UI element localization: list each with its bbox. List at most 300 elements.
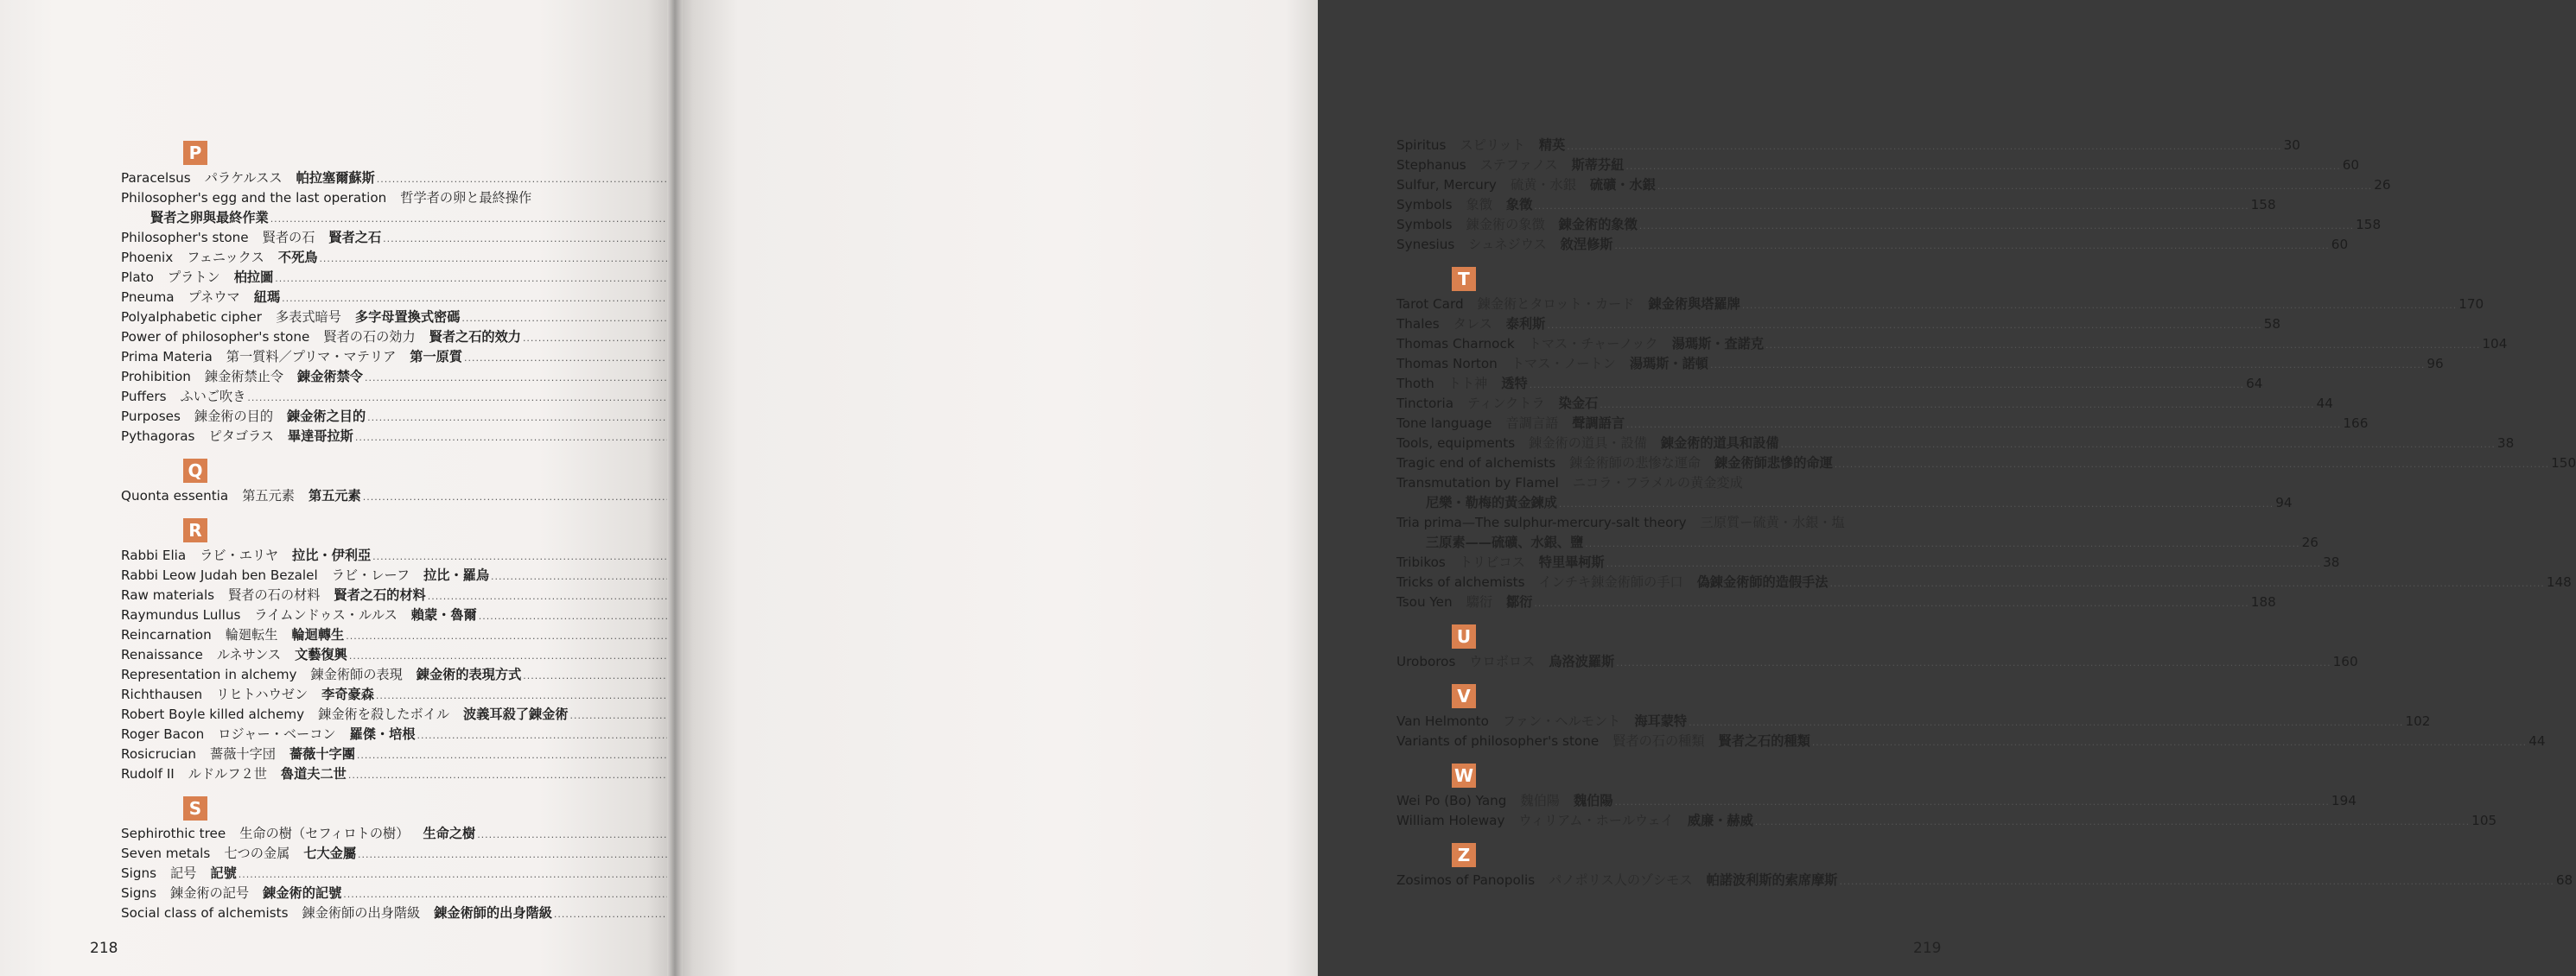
- entry-chinese-term: 尼樂・勒梅的黃金鍊成: [1426, 495, 1557, 510]
- dot-leader: [1547, 315, 2261, 335]
- index-entry-row: [1396, 215, 2382, 235]
- index-entry: [121, 586, 631, 605]
- dot-leader: [1689, 713, 2403, 732]
- index-entry-row: [121, 427, 631, 447]
- entry-chinese-term: 羅傑・培根: [349, 726, 416, 742]
- entry-page-number: 148: [2546, 574, 2572, 590]
- index-entry: [1396, 374, 2263, 394]
- index-entry: [1396, 175, 2391, 195]
- index-entry: [1396, 473, 1905, 493]
- entry-page-number: 104: [2482, 336, 2508, 352]
- entry-english-term: Plato: [121, 269, 154, 285]
- dot-leader: [1781, 434, 2496, 454]
- entry-english-term: Roger Bacon: [121, 726, 205, 742]
- entry-english-term: Representation in alchemy: [121, 667, 297, 682]
- entry-chinese-term: 錬金術師悲慘的命運: [1714, 455, 1833, 471]
- index-entry-row: [121, 586, 631, 605]
- index-entry-row: [121, 566, 631, 586]
- dot-leader: [1534, 196, 2248, 216]
- section-header: [121, 129, 631, 168]
- index-entry: [121, 168, 631, 188]
- index-entry: [1396, 295, 2484, 314]
- entry-page-number: 26: [2374, 177, 2391, 193]
- index-entry-row: [1396, 175, 2391, 195]
- index-entry-row: [1396, 533, 2318, 553]
- entry-japanese-term: 輪廻転生: [225, 627, 278, 643]
- index-entry: [121, 764, 631, 784]
- index-entry: [121, 884, 631, 903]
- entry-chinese-term: 不死鳥: [277, 250, 318, 265]
- section-header: [1396, 255, 1905, 295]
- index-entry-row: [1396, 652, 2358, 672]
- dot-leader: [1559, 494, 2274, 514]
- entry-chinese-term: 錬金術的象徵: [1558, 217, 1638, 232]
- entry-english-term: Rabbi Leow Judah ben Bezalel: [121, 567, 318, 583]
- entry-english-term: Puffers: [121, 389, 167, 404]
- entry-english-term: Tria prima—The sulphur-mercury-salt theory: [1396, 515, 1687, 530]
- entry-english-term: Transmutation by Flamel: [1396, 475, 1559, 491]
- entry-english-term: Wei Po (Bo) Yang: [1396, 793, 1507, 808]
- entry-english-term: Tarot Card: [1396, 296, 1464, 312]
- entry-japanese-term: ピタゴラス: [208, 428, 274, 444]
- left-index-list: [121, 129, 631, 923]
- entry-page-number: 44: [2528, 733, 2546, 749]
- entry-english-term: Tinctoria: [1396, 396, 1454, 411]
- entry-english-term: Tragic end of alchemists: [1396, 455, 1556, 471]
- index-entry-row: [121, 645, 631, 665]
- entry-english-term: Sulfur, Mercury: [1396, 177, 1497, 193]
- entry-chinese-term: 聲調語言: [1572, 415, 1625, 431]
- entry-chinese-term: 偽錬金術師的造假手法: [1696, 574, 1829, 590]
- index-entry: [1396, 334, 2508, 354]
- entry-page-number: 30: [2283, 137, 2300, 153]
- entry-chinese-term: 記號: [210, 865, 237, 881]
- index-entry: [121, 745, 631, 764]
- index-entry: [1396, 513, 1905, 533]
- dot-leader: [1626, 415, 2341, 434]
- index-entry-row: [121, 745, 631, 764]
- index-entry-row: [121, 844, 631, 864]
- entry-chinese-term: 海耳蒙特: [1634, 713, 1688, 729]
- index-entry-continuation: [1396, 533, 2318, 553]
- entry-chinese-term: 紐瑪: [253, 289, 281, 305]
- entry-english-term: Thomas Charnock: [1396, 336, 1515, 352]
- entry-chinese-term: 透特: [1501, 376, 1528, 391]
- index-entry: [1396, 811, 2497, 831]
- entry-english-term: Symbols: [1396, 197, 1453, 212]
- entry-chinese-term: 染金石: [1558, 396, 1599, 411]
- entry-japanese-term: 七つの金属: [224, 846, 290, 861]
- entry-japanese-term: 硫黄・水銀: [1510, 177, 1576, 193]
- entry-japanese-term: 三原質ー硫黄・水銀・塩: [1700, 515, 1845, 530]
- entry-japanese-term: 錬金術師の悲惨な運命: [1569, 455, 1701, 471]
- index-entry: [121, 705, 631, 725]
- entry-japanese-term: 錬金術の記号: [170, 885, 250, 901]
- entry-english-term: Prima Materia: [121, 349, 213, 364]
- index-entry: [1396, 235, 2349, 255]
- entry-japanese-term: 音調言語: [1505, 415, 1559, 431]
- index-entry: [121, 903, 631, 923]
- entry-japanese-term: シュネジウス: [1468, 237, 1547, 252]
- entry-english-term: Phoenix: [121, 250, 174, 265]
- index-entry-row: [121, 407, 631, 427]
- index-entry: [1396, 434, 2515, 453]
- entry-japanese-term: 象徴: [1466, 197, 1492, 212]
- index-entry: [1396, 593, 2276, 612]
- index-entry-row: [121, 884, 631, 903]
- section-letter-badge: R: [183, 518, 207, 542]
- entry-japanese-term: スピリット: [1460, 137, 1525, 153]
- entry-english-term: William Holeway: [1396, 813, 1505, 828]
- entry-english-term: Social class of alchemists: [121, 905, 289, 921]
- entry-japanese-term: インチキ錬金術師の手口: [1538, 574, 1683, 590]
- entry-english-term: Power of philosopher's stone: [121, 329, 310, 345]
- entry-page-number: 38: [2496, 435, 2515, 451]
- page-number-right: 219: [1913, 940, 1942, 957]
- dot-leader: [1616, 653, 2331, 673]
- entry-english-term: Purposes: [121, 409, 181, 424]
- entry-english-term: Robert Boyle killed alchemy: [121, 707, 305, 722]
- entry-english-term: Spiritus: [1396, 137, 1447, 153]
- entry-japanese-term: 記号: [170, 865, 197, 881]
- index-entry-row: [1396, 295, 2484, 314]
- entry-page-number: 170: [2458, 296, 2484, 312]
- dot-leader: [1657, 176, 2372, 196]
- entry-page-number: 96: [2427, 356, 2444, 371]
- entry-chinese-term: 敘涅修斯: [1560, 237, 1613, 252]
- index-entry: [1396, 453, 2576, 473]
- entry-japanese-term: 賢者の石の材料: [228, 587, 321, 603]
- dot-leader: [1585, 534, 2299, 554]
- entry-chinese-term: 波義耳殺了錬金術: [463, 707, 569, 722]
- entry-chinese-term: 拉比・伊利亞: [292, 548, 372, 563]
- index-entry: [1396, 732, 2546, 751]
- entry-english-term: Synesius: [1396, 237, 1455, 252]
- entry-chinese-term: 特里畢柯斯: [1538, 555, 1605, 570]
- index-entry-row: [1396, 155, 2360, 175]
- page-number-left: 218: [90, 940, 118, 957]
- section-header: [1396, 751, 1905, 791]
- index-entry-row: [121, 208, 631, 228]
- dot-leader: [1639, 216, 2354, 236]
- dot-leader: [1829, 574, 2544, 593]
- index-entry: [1396, 314, 2281, 334]
- index-entry: [121, 546, 631, 566]
- entry-japanese-term: パラケルスス: [204, 170, 283, 186]
- index-entry-row: [1396, 791, 2357, 811]
- entry-english-term: Van Helmonto: [1396, 713, 1489, 729]
- entry-english-term: Pneuma: [121, 289, 175, 305]
- dot-leader: [1534, 593, 2248, 613]
- section-header: [121, 784, 631, 824]
- entry-japanese-term: 錬金術を殺したボイル: [318, 707, 450, 722]
- index-entry-row: [1396, 235, 2349, 255]
- index-entry-row: [121, 685, 631, 705]
- entry-japanese-term: ライムンドゥス・ルルス: [254, 607, 398, 623]
- index-entry-row: [1396, 434, 2515, 453]
- entry-english-term: Philosopher's stone: [121, 230, 249, 245]
- entry-chinese-term: 三原素——硫礦、水銀、鹽: [1426, 535, 1584, 550]
- index-entry: [1396, 573, 2572, 593]
- index-entry: [121, 566, 631, 586]
- entry-english-term: Tribikos: [1396, 555, 1446, 570]
- entry-chinese-term: 湯瑪斯・諾頓: [1629, 356, 1708, 371]
- entry-chinese-term: 精英: [1538, 137, 1566, 153]
- entry-japanese-term: 賢者の石の効力: [323, 329, 416, 345]
- entry-japanese-term: 魏伯陽: [1520, 793, 1560, 808]
- index-entry-row: [121, 228, 631, 248]
- entry-chinese-term: 文藝復興: [295, 647, 347, 662]
- entry-japanese-term: タレス: [1453, 316, 1492, 332]
- entry-english-term: Uroboros: [1396, 654, 1456, 669]
- entry-english-term: Renaissance: [121, 647, 203, 662]
- entry-chinese-term: 第一原質: [410, 349, 463, 364]
- entry-english-term: Raymundus Lullus: [121, 607, 241, 623]
- entry-english-term: Tricks of alchemists: [1396, 574, 1525, 590]
- entry-chinese-term: 拉比・羅烏: [423, 567, 490, 583]
- entry-japanese-term: ふいご吹き: [180, 389, 246, 404]
- entry-chinese-term: 畢達哥拉斯: [287, 428, 353, 444]
- index-entry-row: [121, 665, 631, 685]
- entry-japanese-term: フェニックス: [187, 250, 264, 265]
- entry-japanese-term: 錬金術とタロット・カード: [1477, 296, 1635, 312]
- section-letter-badge: S: [183, 796, 207, 821]
- entry-english-term: Thomas Norton: [1396, 356, 1498, 371]
- entry-japanese-term: 錬金術禁止令: [204, 369, 284, 384]
- entry-english-term: Prohibition: [121, 369, 191, 384]
- index-entry-row: [1396, 394, 2333, 414]
- entry-english-term: Seven metals: [121, 846, 211, 861]
- index-entry-row: [1396, 811, 2497, 831]
- index-entry-row: [121, 367, 631, 387]
- index-entry-row: [1396, 712, 2431, 732]
- entry-english-term: Thoth: [1396, 376, 1434, 391]
- entry-english-term: Pythagoras: [121, 428, 195, 444]
- index-entry: [121, 327, 631, 347]
- entry-japanese-term: 錬金術の道具・設備: [1529, 435, 1647, 451]
- entry-english-term: Rabbi Elia: [121, 548, 187, 563]
- entry-english-term: Raw materials: [121, 587, 215, 603]
- index-entry-row: [1396, 314, 2281, 334]
- entry-japanese-term: 賢者の石: [262, 230, 315, 245]
- dot-leader: [1742, 295, 2457, 315]
- section-header: [1396, 612, 1905, 652]
- entry-english-term: Polyalphabetic cipher: [121, 309, 262, 325]
- dot-leader: [1530, 375, 2244, 395]
- entry-japanese-term: ステファノス: [1479, 157, 1558, 173]
- entry-chinese-term: 錬金術的表現方式: [416, 667, 522, 682]
- entry-english-term: Tone language: [1396, 415, 1492, 431]
- entry-chinese-term: 多字母置換式密碼: [354, 309, 461, 325]
- index-entry: [1396, 195, 2276, 215]
- entry-japanese-term: リヒトハウゼン: [216, 687, 308, 702]
- index-entry-row: [1396, 334, 2508, 354]
- entry-japanese-term: トマス・ノートン: [1511, 356, 1616, 371]
- entry-japanese-term: ラビ・エリヤ: [200, 548, 279, 563]
- entry-japanese-term: ルネサンス: [216, 647, 282, 662]
- entry-english-term: Paracelsus: [121, 170, 191, 186]
- entry-chinese-term: 薔薇十字團: [289, 746, 355, 762]
- section-header: [121, 506, 631, 546]
- entry-chinese-term: 賢者之石的材料: [334, 587, 426, 603]
- index-entry-row: [1396, 871, 2573, 890]
- index-entry-row: [121, 546, 631, 566]
- index-entry: [121, 725, 631, 745]
- entry-page-number: 188: [2250, 594, 2276, 610]
- entry-chinese-term: 錬金術與塔羅牌: [1648, 296, 1740, 312]
- entry-page-number: 26: [2301, 535, 2318, 550]
- index-entry-row: [121, 188, 631, 208]
- index-entry: [121, 367, 631, 387]
- entry-japanese-term: プネウマ: [188, 289, 240, 305]
- index-entry-row: [121, 725, 631, 745]
- section-header: [1396, 672, 1905, 712]
- index-entry: [121, 625, 631, 645]
- index-entry: [1396, 354, 2444, 374]
- entry-page-number: 38: [2323, 555, 2340, 570]
- entry-japanese-term: ロジャー・ベーコン: [218, 726, 336, 742]
- section-letter-badge: T: [1452, 267, 1476, 291]
- index-entry-row: [121, 824, 631, 844]
- entry-english-term: Richthausen: [121, 687, 203, 702]
- index-entry: [1396, 553, 2340, 573]
- entry-page-number: 94: [2275, 495, 2293, 510]
- entry-page-number: 102: [2405, 713, 2431, 729]
- index-entry: [121, 248, 631, 268]
- index-entry: [1396, 136, 2300, 155]
- entry-japanese-term: 多表式暗号: [275, 309, 341, 325]
- index-entry: [121, 288, 631, 307]
- index-entry: [121, 605, 631, 625]
- entry-chinese-term: 斯蒂芬紐: [1571, 157, 1625, 173]
- index-entry: [121, 188, 631, 208]
- entry-chinese-term: 錬金術禁令: [297, 369, 363, 384]
- section-letter-badge: P: [183, 141, 207, 165]
- entry-english-term: Symbols: [1396, 217, 1453, 232]
- entry-page-number: 60: [2331, 237, 2349, 252]
- index-entry: [121, 307, 631, 327]
- entry-chinese-term: 魯道夫二世: [280, 766, 347, 782]
- entry-chinese-term: 七大金屬: [303, 846, 356, 861]
- right-index-list: [1396, 136, 2576, 890]
- index-entry-row: [121, 168, 631, 188]
- index-entry-row: [121, 486, 631, 506]
- index-entry: [121, 685, 631, 705]
- entry-japanese-term: 錬金術の目的: [194, 409, 273, 424]
- entry-chinese-term: 柏拉圖: [233, 269, 274, 285]
- entry-japanese-term: 第五元素: [242, 488, 295, 504]
- index-entry-row: [121, 248, 631, 268]
- entry-page-number: 105: [2471, 813, 2497, 828]
- dot-leader: [1812, 732, 2527, 752]
- index-entry: [121, 864, 631, 884]
- index-entry-row: [121, 288, 631, 307]
- right-page: [674, 0, 2576, 976]
- index-entry: [121, 665, 631, 685]
- dot-leader: [1835, 454, 2549, 474]
- index-entry-row: [121, 764, 631, 784]
- index-entry-row: [1396, 513, 1905, 533]
- entry-chinese-term: 硫礦・水銀: [1589, 177, 1656, 193]
- entry-japanese-term: トト神: [1447, 376, 1488, 391]
- dot-leader: [1765, 335, 2480, 355]
- entry-japanese-term: 哲学者の卵と最終操作: [400, 190, 532, 206]
- entry-chinese-term: 錬金術之目的: [287, 409, 366, 424]
- entry-english-term: Signs: [121, 885, 157, 901]
- index-entry-row: [121, 903, 631, 923]
- entry-japanese-term: トマス・チャーノック: [1528, 336, 1658, 352]
- index-entry: [121, 268, 631, 288]
- dot-leader: [1710, 355, 2425, 375]
- entry-chinese-term: 李奇豪森: [321, 687, 374, 702]
- index-entry-row: [1396, 732, 2546, 751]
- entry-japanese-term: ラビ・レーフ: [331, 567, 410, 583]
- index-entry: [121, 486, 631, 506]
- entry-chinese-term: 魏伯陽: [1573, 793, 1613, 808]
- section-letter-badge: Z: [1452, 843, 1476, 867]
- index-entry-row: [1396, 593, 2276, 612]
- index-entry-row: [121, 625, 631, 645]
- entry-english-term: Rosicrucian: [121, 746, 197, 762]
- entry-english-term: Sephirothic tree: [121, 826, 226, 841]
- entry-japanese-term: トリビコス: [1459, 555, 1525, 570]
- entry-japanese-term: 錬金術の象徴: [1466, 217, 1545, 232]
- entry-japanese-term: ニコラ・フラメルの黄金変成: [1572, 475, 1743, 491]
- index-entry: [1396, 652, 2358, 672]
- index-entry-row: [1396, 553, 2340, 573]
- entry-japanese-term: 賢者の石の種類: [1612, 733, 1705, 749]
- index-entry-row: [121, 705, 631, 725]
- entry-page-number: 68: [2555, 872, 2573, 888]
- index-entry: [1396, 394, 2333, 414]
- index-entry: [1396, 791, 2357, 811]
- entry-chinese-term: 生命之樹: [423, 826, 476, 841]
- index-entry: [1396, 871, 2573, 890]
- entry-page-number: 150: [2551, 455, 2576, 471]
- entry-english-term: Signs: [121, 865, 157, 881]
- entry-chinese-term: 帕拉塞爾蘇斯: [296, 170, 375, 186]
- dot-leader: [1600, 395, 2314, 415]
- index-entry-row: [1396, 374, 2263, 394]
- entry-chinese-term: 象徵: [1505, 197, 1533, 212]
- entry-chinese-term: 錬金術師的出身階級: [434, 905, 552, 921]
- entry-page-number: 194: [2331, 793, 2357, 808]
- entry-japanese-term: ティンクトラ: [1467, 396, 1545, 411]
- entry-english-term: Thales: [1396, 316, 1440, 332]
- entry-japanese-term: ウロボロス: [1469, 654, 1536, 669]
- dot-leader: [1567, 136, 2281, 156]
- index-entry-row: [1396, 136, 2300, 155]
- entry-chinese-term: 泰利斯: [1505, 316, 1546, 332]
- entry-page-number: 44: [2316, 396, 2333, 411]
- entry-page-number: 158: [2250, 197, 2276, 212]
- entry-japanese-term: ファン・ヘルモント: [1502, 713, 1621, 729]
- index-entry: [121, 824, 631, 844]
- index-entry-row: [1396, 354, 2444, 374]
- index-entry-row: [1396, 453, 2576, 473]
- entry-english-term: Reincarnation: [121, 627, 212, 643]
- entry-chinese-term: 第五元素: [308, 488, 361, 504]
- index-entry-row: [121, 268, 631, 288]
- index-entry: [1396, 712, 2431, 732]
- index-entry: [121, 228, 631, 248]
- section-letter-badge: V: [1452, 684, 1476, 708]
- index-entry: [121, 407, 631, 427]
- entry-japanese-term: プラトン: [167, 269, 220, 285]
- dot-leader: [1839, 871, 2554, 891]
- index-entry: [121, 427, 631, 447]
- entry-chinese-term: 賢者之石的種類: [1718, 733, 1810, 749]
